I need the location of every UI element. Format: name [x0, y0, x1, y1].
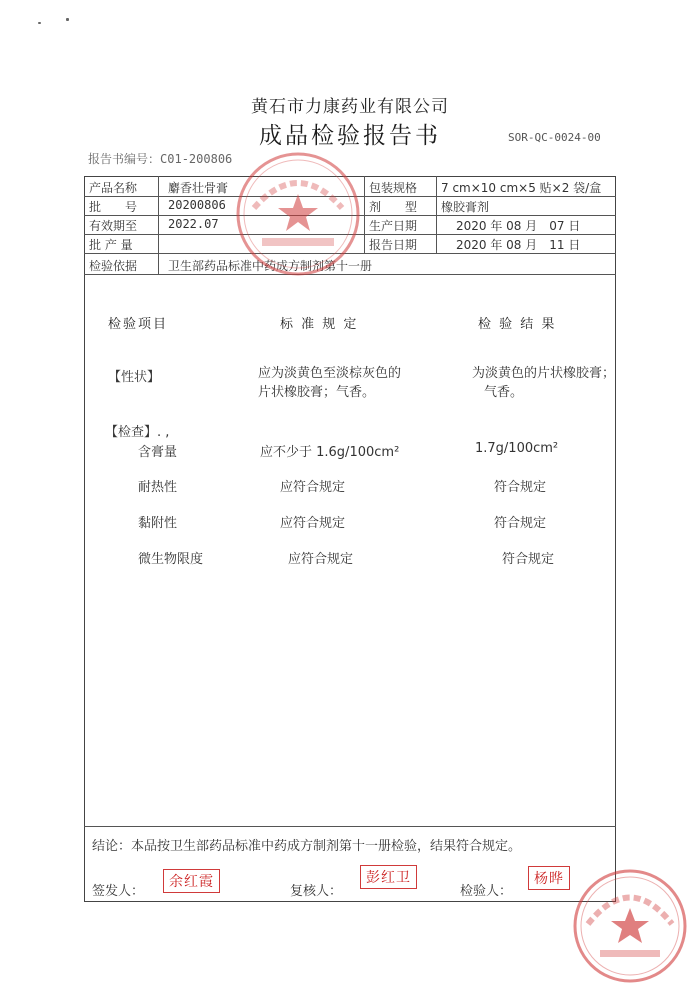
- reviewer-label: 复核人：: [290, 884, 343, 899]
- report-number: [88, 150, 232, 167]
- report-frame: [84, 176, 616, 902]
- batch-quantity-label: 批 产 量: [89, 238, 133, 252]
- inspector-label: 检验人：: [460, 884, 513, 899]
- report-number-value: C01-200806: [160, 152, 233, 166]
- inspector-signature-stamp: 杨晔: [528, 866, 570, 890]
- scan-speck: [38, 22, 41, 24]
- column-header-standard: 标 准 规 定: [280, 317, 359, 332]
- batch-number: 20200806: [168, 198, 226, 212]
- product-name-label: 产品名称: [89, 181, 138, 195]
- test-standard: 应符合规定: [280, 516, 346, 531]
- test-item: 黏附性: [138, 516, 178, 531]
- batch-label: 批 号: [89, 200, 138, 214]
- expiry-label: 有效期至: [89, 219, 138, 233]
- report-number-label: 报告书编号：: [88, 152, 161, 166]
- appearance-result: [472, 364, 615, 402]
- appearance-result-line: 为淡黄色的片状橡胶膏；: [472, 366, 616, 381]
- packaging-label: 包装规格: [369, 181, 418, 195]
- company-seal: [232, 148, 364, 280]
- document-title: 成品检验报告书: [259, 123, 441, 149]
- expiry-date: 2022.07: [168, 217, 219, 231]
- appearance-result-line: 气香。: [484, 385, 524, 400]
- test-basis: 卫生部药品标准中药成方制剂第十一册: [168, 259, 373, 273]
- test-item: 微生物限度: [138, 552, 204, 567]
- production-date: 2020 年 08 月 07 日: [456, 219, 581, 233]
- divider: [84, 826, 616, 827]
- company-name: 黄石市力康药业有限公司: [251, 97, 449, 117]
- column-header-item: 检验项目: [108, 317, 169, 332]
- test-result: 符合规定: [494, 516, 547, 531]
- issuer-signature-stamp: 余红霞: [163, 869, 220, 893]
- document-code: SOR-QC-0024-00: [508, 131, 601, 144]
- issuer-label: 签发人：: [92, 884, 145, 899]
- test-result: 1.7g/100cm²: [475, 441, 559, 456]
- test-item: 含膏量: [138, 445, 178, 460]
- test-item: 耐热性: [138, 480, 178, 495]
- quality-dept-seal: [570, 866, 690, 986]
- test-standard: 应不少于 1.6g/100cm²: [260, 445, 400, 460]
- check-label: 【检查】. ,: [105, 425, 170, 440]
- test-standard: 应符合规定: [288, 552, 354, 567]
- column-header-result: 检 验 结 果: [478, 317, 557, 332]
- appearance-standard-line: 片状橡胶膏；气香。: [258, 385, 376, 400]
- appearance-label: 【性状】: [108, 370, 161, 385]
- test-standard: 应符合规定: [280, 480, 346, 495]
- dosage-form: 橡胶膏剂: [441, 200, 490, 214]
- report-date: 2020 年 08 月 11 日: [456, 238, 581, 252]
- appearance-standard-line: 应为淡黄色至淡棕灰色的: [258, 366, 402, 381]
- dosage-form-label: 剂 型: [369, 200, 418, 214]
- appearance-standard: [258, 364, 401, 402]
- test-result: 符合规定: [494, 480, 547, 495]
- report-date-label: 报告日期: [369, 238, 418, 252]
- product-name: 麝香壮骨膏: [168, 181, 229, 195]
- test-result: 符合规定: [502, 552, 555, 567]
- basis-label: 检验依据: [89, 259, 138, 273]
- production-date-label: 生产日期: [369, 219, 418, 233]
- packaging-spec: 7 cm×10 cm×5 贴×2 袋/盒: [441, 181, 602, 195]
- conclusion: 结论：本品按卫生部药品标准中药成方制剂第十一册检验，结果符合规定。: [92, 839, 522, 854]
- reviewer-signature-stamp: 彭红卫: [360, 865, 417, 889]
- scan-speck: [66, 18, 69, 21]
